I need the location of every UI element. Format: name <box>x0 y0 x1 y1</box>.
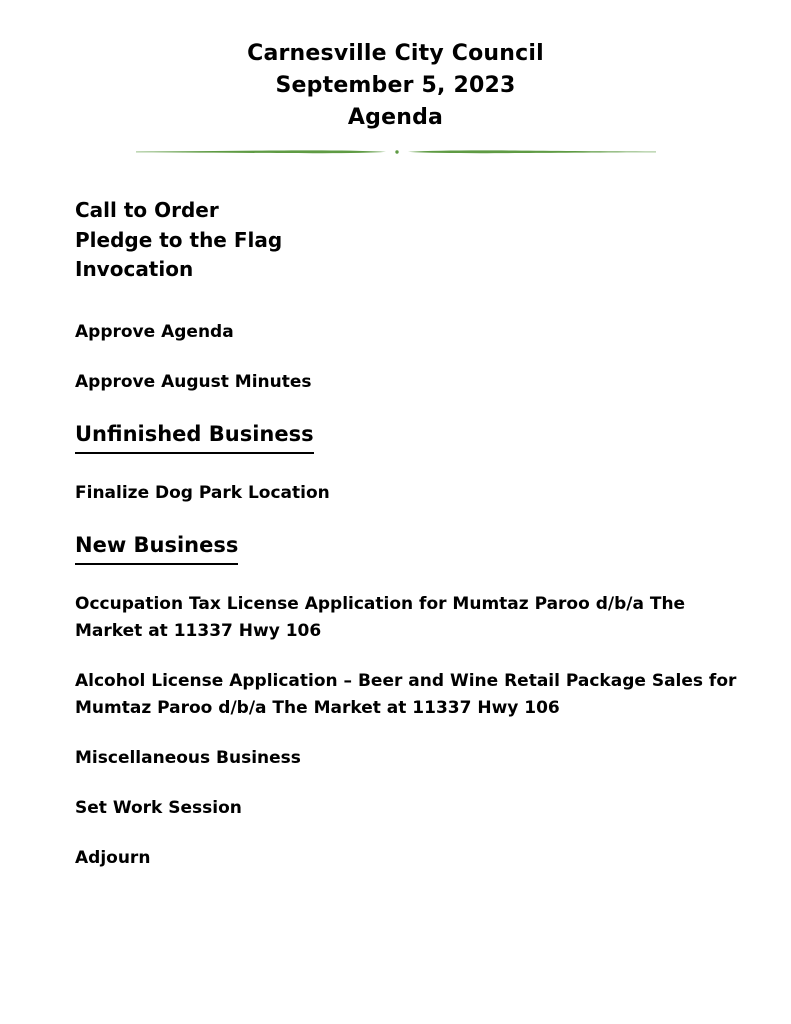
document-header <box>0 0 791 134</box>
agenda-item-alcohol-license: Alcohol License Application – Beer and Wine Retail Package Sales for Mumtaz Paroo d/b/a The Market at 11337 Hwy 106 <box>75 670 737 718</box>
document-date: September 5, 2023 <box>275 73 516 98</box>
agenda-item-misc-business: Miscellaneous Business <box>75 747 301 768</box>
decorative-divider <box>136 142 656 152</box>
divider-center-dot <box>395 150 398 153</box>
document-type-label: Agenda <box>347 105 444 130</box>
agenda-item-occupation-tax: Occupation Tax License Application for Mumtaz Paroo d/b/a The Market at 11337 Hwy 106 <box>75 593 686 641</box>
divider-left-stroke <box>136 150 386 153</box>
section-heading-unfinished-text: Unfinished Business <box>75 419 314 454</box>
section-heading-new-business <box>75 530 745 565</box>
agenda-item-invocation: Invocation <box>75 257 194 281</box>
agenda-item-approve-minutes: Approve August Minutes <box>75 371 312 392</box>
agenda-item-set-work-session: Set Work Session <box>75 797 242 818</box>
opening-items-group <box>75 196 745 285</box>
divider-right-stroke <box>408 150 656 153</box>
agenda-body <box>0 152 791 872</box>
divider-graphic <box>136 147 656 157</box>
agenda-item-adjourn: Adjourn <box>75 847 151 868</box>
section-heading-unfinished-business <box>75 419 745 454</box>
agenda-item-dog-park: Finalize Dog Park Location <box>75 482 330 503</box>
agenda-item-approve-agenda: Approve Agenda <box>75 321 234 342</box>
section-heading-new-text: New Business <box>75 530 238 565</box>
document-title: Carnesville City Council <box>247 41 544 66</box>
agenda-item-pledge: Pledge to the Flag <box>75 227 283 252</box>
agenda-item-call-to-order: Call to Order <box>75 198 219 222</box>
